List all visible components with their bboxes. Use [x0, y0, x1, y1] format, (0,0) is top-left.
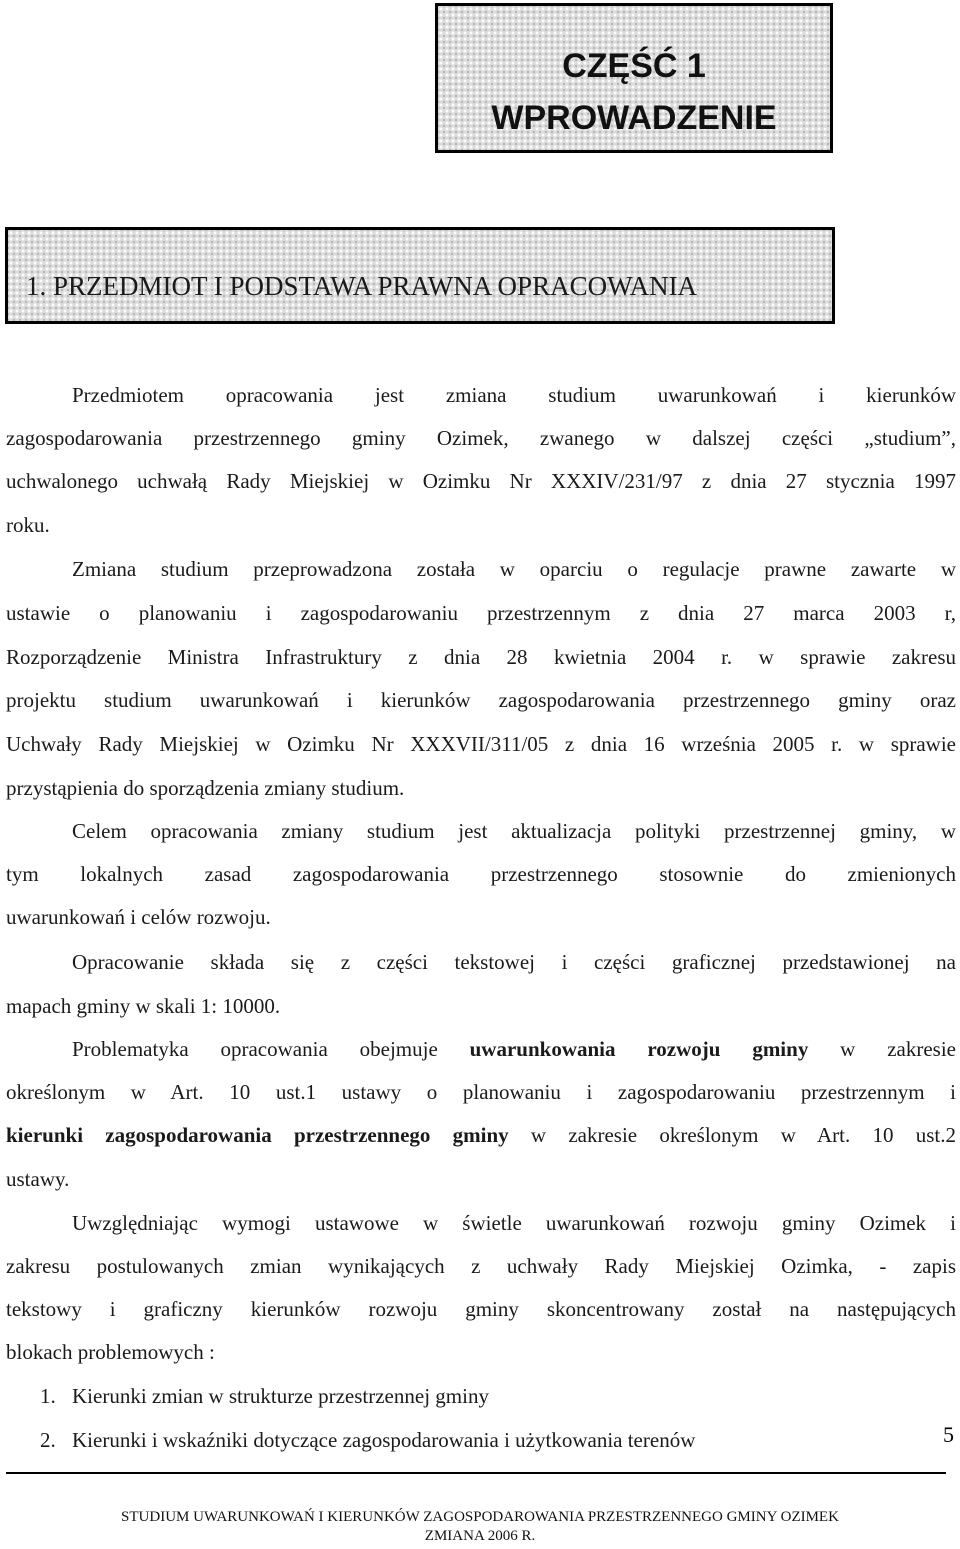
- p1-line-2: zagospodarowania przestrzennego gminy Ozimek, zwanego w dalszej części „studium”,: [6, 426, 956, 450]
- part-title-line2: WPROWADZENIE: [491, 99, 777, 137]
- page-number: 5: [943, 1422, 954, 1447]
- p2-line-4: projektu studium uwarunkowań i kierunków zagospodarowania przestrzennego gminy oraz: [6, 688, 956, 712]
- p1-line-3: uchwalonego uchwałą Rady Miejskiej w Ozimku Nr XXXIV/231/97 z dnia 27 stycznia 1997: [6, 469, 956, 493]
- p3-line-3: uwarunkowań i celów rozwoju.: [6, 905, 271, 929]
- part-title: [438, 40, 830, 144]
- p2-line-2: ustawie o planowaniu i zagospodarowaniu przestrzennym z dnia 27 marca 2003 r,: [6, 601, 956, 625]
- p3-line-2: tym lokalnych zasad zagospodarowania przestrzennego stosownie do zmienionych: [6, 862, 956, 886]
- p2-line-6: przystąpienia do sporządzenia zmiany studium.: [6, 776, 405, 800]
- list-item: 2. Kierunki i wskaźniki dotyczące zagospodarowania i użytkowania terenów: [40, 1428, 696, 1452]
- part-title-line1: CZĘŚĆ 1: [562, 47, 706, 85]
- footer-divider: [6, 1472, 946, 1474]
- p5-line-3: kierunki zagospodarowania przestrzennego gminy w zakresie określonym w Art. 10 ust.2: [6, 1123, 956, 1147]
- p3-line-1: Celem opracowania zmiany studium jest aktualizacja polityki przestrzennej gminy, w: [72, 819, 956, 843]
- p2-line-5: Uchwały Rady Miejskiej w Ozimku Nr XXXVII/311/05 z dnia 16 września 2005 r. w sprawie: [6, 732, 956, 756]
- p2-line-3: Rozporządzenie Ministra Infrastruktury z dnia 28 kwietnia 2004 r. w sprawie zakresu: [6, 645, 956, 669]
- p4-line-1: Opracowanie składa się z części tekstowej i części graficznej przedstawionej na: [72, 950, 956, 974]
- part-title-box: [435, 3, 833, 153]
- p6-line-3: tekstowy i graficzny kierunków rozwoju gminy skoncentrowany został na następujących: [6, 1297, 956, 1321]
- p5-line-1: Problematyka opracowania obejmuje uwarunkowania rozwoju gminy w zakresie: [72, 1037, 956, 1061]
- p5-bold-2: kierunki zagospodarowania przestrzennego gminy: [6, 1123, 509, 1147]
- p4-line-2: mapach gminy w skali 1: 10000.: [6, 994, 281, 1018]
- p5-line-2: określonym w Art. 10 ust.1 ustawy o planowaniu i zagospodarowaniu przestrzennym i: [6, 1080, 956, 1104]
- p6-line-1: Uwzględniając wymogi ustawowe w świetle uwarunkowań rozwoju gminy Ozimek i: [72, 1211, 956, 1235]
- section-title: 1. PRZEDMIOT I PODSTAWA PRAWNA OPRACOWANIA: [26, 271, 698, 301]
- p1-line-4: roku.: [6, 513, 50, 537]
- p6-line-4: blokach problemowych :: [6, 1340, 215, 1364]
- p6-line-2: zakresu postulowanych zmian wynikających z uchwały Rady Miejskiej Ozimka, - zapis: [6, 1254, 956, 1278]
- footer-line-2: ZMIANA 2006 R.: [424, 1528, 536, 1544]
- p1-line-1: Przedmiotem opracowania jest zmiana studium uwarunkowań i kierunków: [72, 383, 956, 407]
- p5-line-4: ustawy.: [6, 1167, 70, 1191]
- footer-line-1: STUDIUM UWARUNKOWAŃ I KIERUNKÓW ZAGOSPODAROWANIA PRZESTRZENNEGO GMINY OZIMEK: [121, 1509, 839, 1525]
- list-item: 1. Kierunki zmian w strukturze przestrzennej gminy: [40, 1384, 489, 1408]
- p2-line-1: Zmiana studium przeprowadzona została w oparciu o regulacje prawne zawarte w: [72, 557, 956, 581]
- section-title-box: [5, 227, 835, 324]
- p5-bold-1: uwarunkowania rozwoju gminy: [469, 1037, 809, 1061]
